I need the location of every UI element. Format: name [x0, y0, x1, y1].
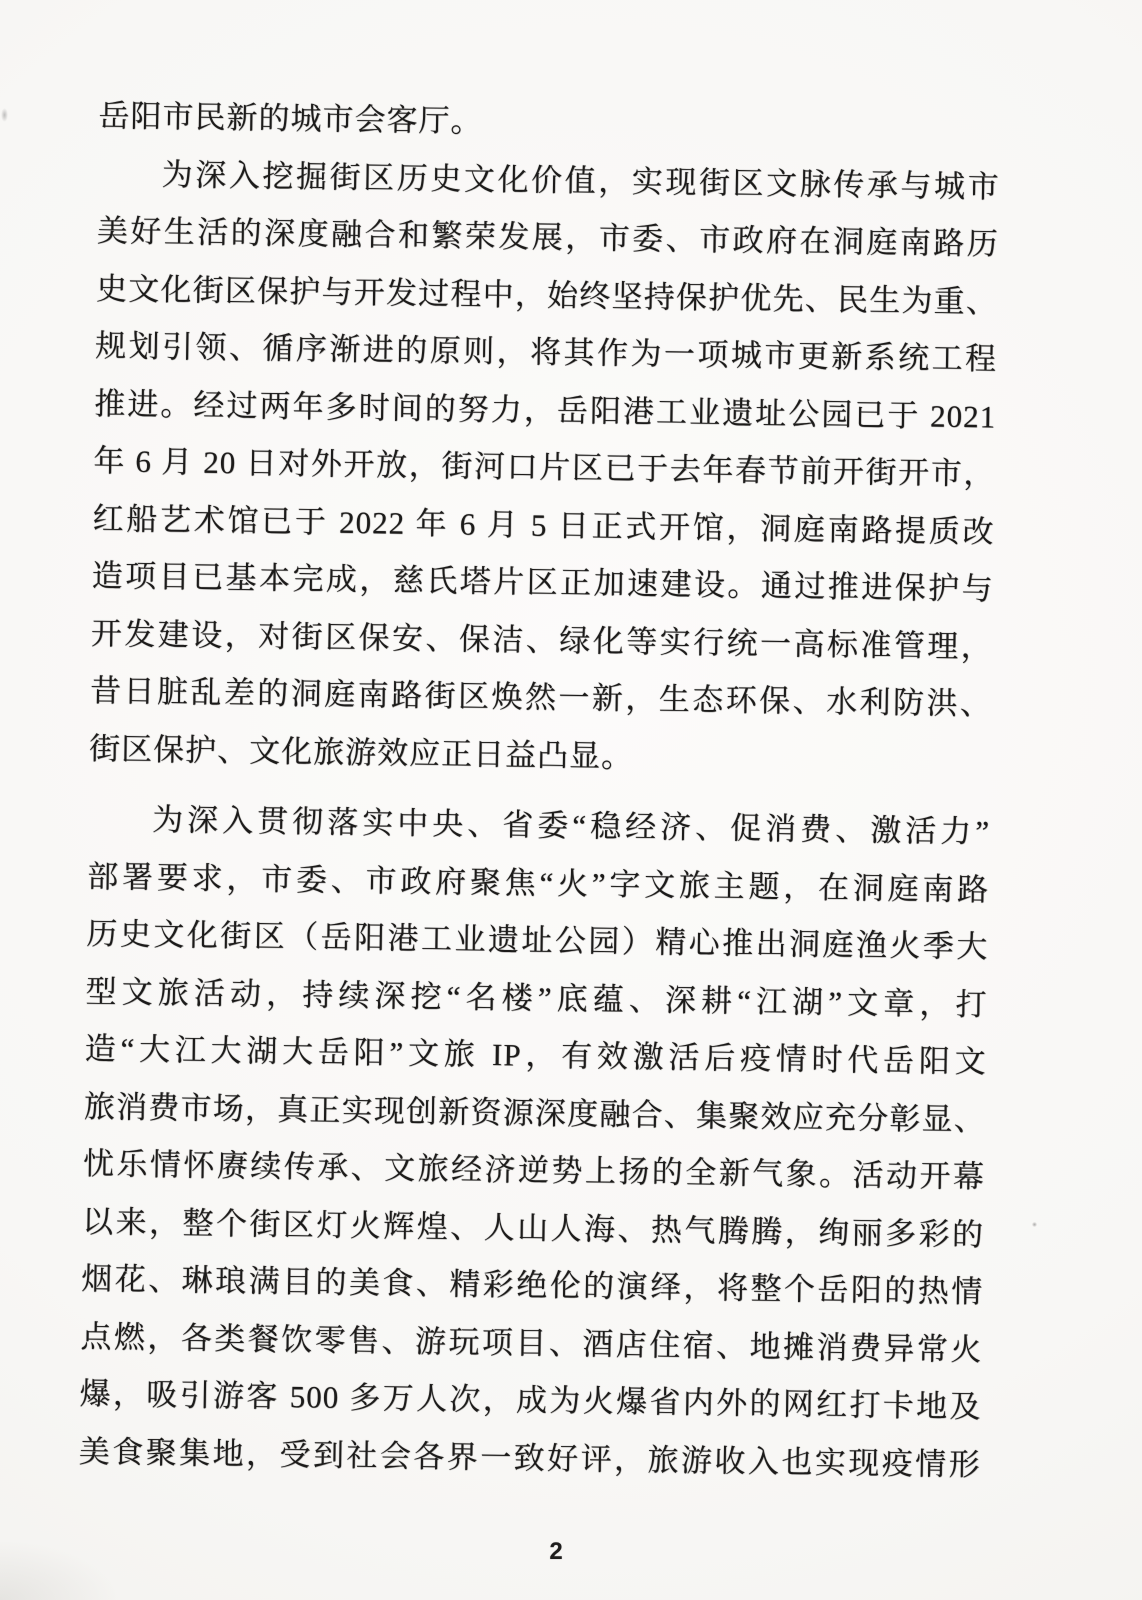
text-line: 推进。经过两年多时间的努力，岳阳港工业遗址公园已于 2021 [94, 385, 997, 434]
scan-artifact [1032, 1222, 1037, 1227]
text-line: 旅消费市场，真正实现创新资源深度融合、集聚效应充分彰显、 [83, 1088, 987, 1137]
text-line: 烟花、琳琅满目的美食、精彩绝伦的演绎，将整个岳阳的热情 [81, 1260, 984, 1310]
text-line: 造“大江大湖大岳阳”文旅 IP，有效激活后疫情时代岳阳文 [84, 1031, 987, 1080]
text-line: 造项目已基本完成，慈氏塔片区正加速建设。通过推进保护与 [91, 558, 994, 607]
text-line: 岳阳市民新的城市会客厅。 [98, 98, 483, 139]
text-line: 年 6 月 20 日对外开放，街河口片区已于去年春节前开街开市， [93, 443, 996, 492]
text-line: 为深入挖掘街区历史文化价值，实现街区文脉传承与城市 [161, 156, 1000, 204]
text-line: 街区保护、文化旅游效应正日益凸显。 [88, 730, 634, 774]
text-line: 部署要求，市委、市政府聚焦“火”字文旅主题，在洞庭南路 [87, 858, 990, 907]
text-line: 爆，吸引游客 500 多万人次，成为火爆省内外的网红打卡地及 [79, 1375, 982, 1425]
text-line: 开发建设，对街区保安、保洁、绿化等实行统一高标准管理， [90, 615, 994, 664]
text-line: 昔日脏乱差的洞庭南路街区焕然一新，生态环保、水利防洪、 [89, 673, 993, 722]
text-line: 忧乐情怀赓续传承、文旅经济逆势上扬的全新气象。活动开幕 [82, 1145, 986, 1195]
text-line: 为深入贯彻落实中央、省委“稳经济、促消费、激活力” [151, 801, 991, 850]
text-line: 规划引领、循序渐进的原则，将其作为一项城市更新系统工程 [94, 328, 998, 377]
text-line: 美好生活的深度融合和繁荣发展，市委、市政府在洞庭南路历 [96, 213, 1000, 262]
page-number: 2 [549, 1538, 563, 1565]
text-line: 红船艺术馆已于 2022 年 6 月 5 日正式开馆，洞庭南路提质改 [92, 500, 995, 549]
text-line: 以来，整个街区灯火辉煌、人山人海、热气腾腾，绚丽多彩的 [81, 1203, 985, 1252]
text-line: 历史文化街区（岳阳港工业遗址公园）精心推出洞庭渔火季大 [86, 916, 989, 965]
document-text-body [78, 87, 1001, 1493]
scan-artifact [1, 108, 8, 122]
text-line: 点燃，各类餐饮零售、游玩项目、酒店住宿、地摊消费异常火 [80, 1318, 983, 1367]
text-line: 型文旅活动，持续深挖“名楼”底蕴、深耕“江湖”文章，打 [85, 973, 988, 1022]
text-line: 史文化街区保护与开发过程中，始终坚持保护优先、民生为重、 [95, 270, 999, 319]
text-line: 美食聚集地，受到社会各界一致好评，旅游收入也实现疫情形 [78, 1433, 981, 1482]
